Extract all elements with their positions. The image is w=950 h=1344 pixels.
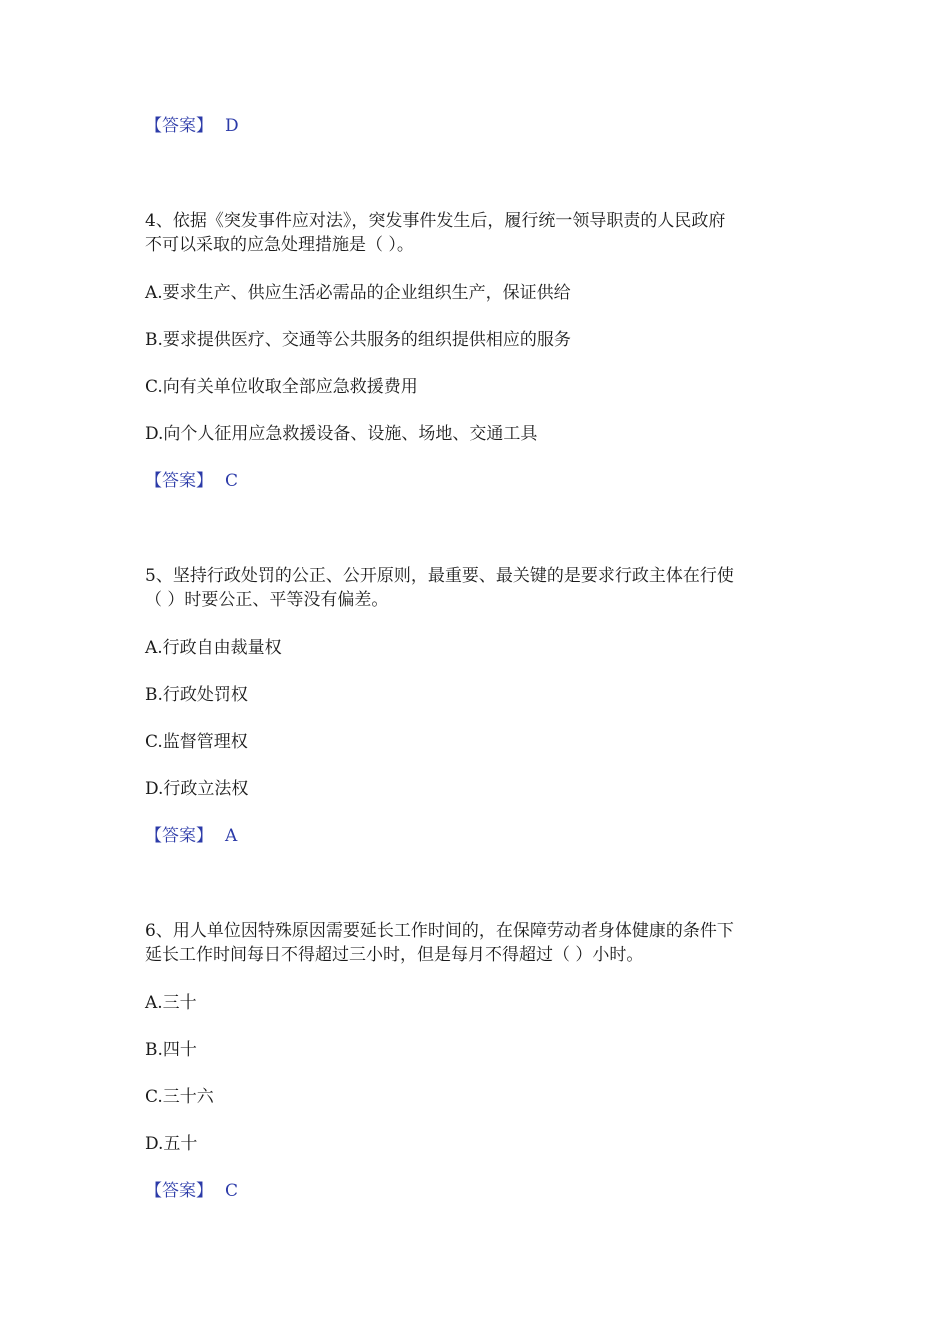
option-b: B.要求提供医疗、交通等公共服务的组织提供相应的服务 (145, 330, 571, 350)
answer-label: 【答案】 (145, 1181, 213, 1201)
option-a: A.要求生产、供应生活必需品的企业组织生产，保证供给 (145, 283, 571, 303)
answer-value: C (225, 1181, 239, 1201)
option-b: B.四十 (145, 1040, 197, 1060)
option-d: D.向个人征用应急救援设备、设施、场地、交通工具 (145, 424, 538, 444)
answer-label: 【答案】 (145, 116, 213, 136)
question-stem-line: 6、用人单位因特殊原因需要延长工作时间的，在保障劳动者身体健康的条件下 (145, 921, 734, 941)
option-d: D.行政立法权 (145, 779, 249, 799)
question-stem-line: 不可以采取的应急处理措施是（ ）。 (145, 235, 414, 255)
question-stem-line: 5、坚持行政处罚的公正、公开原则，最重要、最关键的是要求行政主体在行使 (145, 566, 734, 586)
option-a: A.行政自由裁量权 (145, 638, 282, 658)
answer-value: C (225, 471, 239, 491)
option-d: D.五十 (145, 1134, 198, 1154)
option-a: A.三十 (145, 993, 197, 1013)
answer-line-q5 (145, 825, 237, 847)
question-stem-line: 4、依据《突发事件应对法》，突发事件发生后，履行统一领导职责的人民政府 (145, 211, 726, 231)
option-c: C.监督管理权 (145, 732, 248, 752)
answer-line-q6 (145, 1180, 238, 1202)
answer-value: A (225, 826, 238, 846)
answer-label: 【答案】 (145, 471, 213, 491)
option-c: C.向有关单位收取全部应急救援费用 (145, 377, 418, 397)
answer-value: D (225, 116, 239, 136)
question-stem-line: （ ）时要公正、平等没有偏差。 (145, 590, 389, 610)
option-b: B.行政处罚权 (145, 685, 248, 705)
answer-line-q4 (145, 470, 238, 492)
question-stem-line: 延长工作时间每日不得超过三小时，但是每月不得超过（ ）小时。 (145, 945, 644, 965)
answer-line-q3 (145, 115, 239, 137)
option-c: C.三十六 (145, 1087, 214, 1107)
answer-label: 【答案】 (145, 826, 213, 846)
